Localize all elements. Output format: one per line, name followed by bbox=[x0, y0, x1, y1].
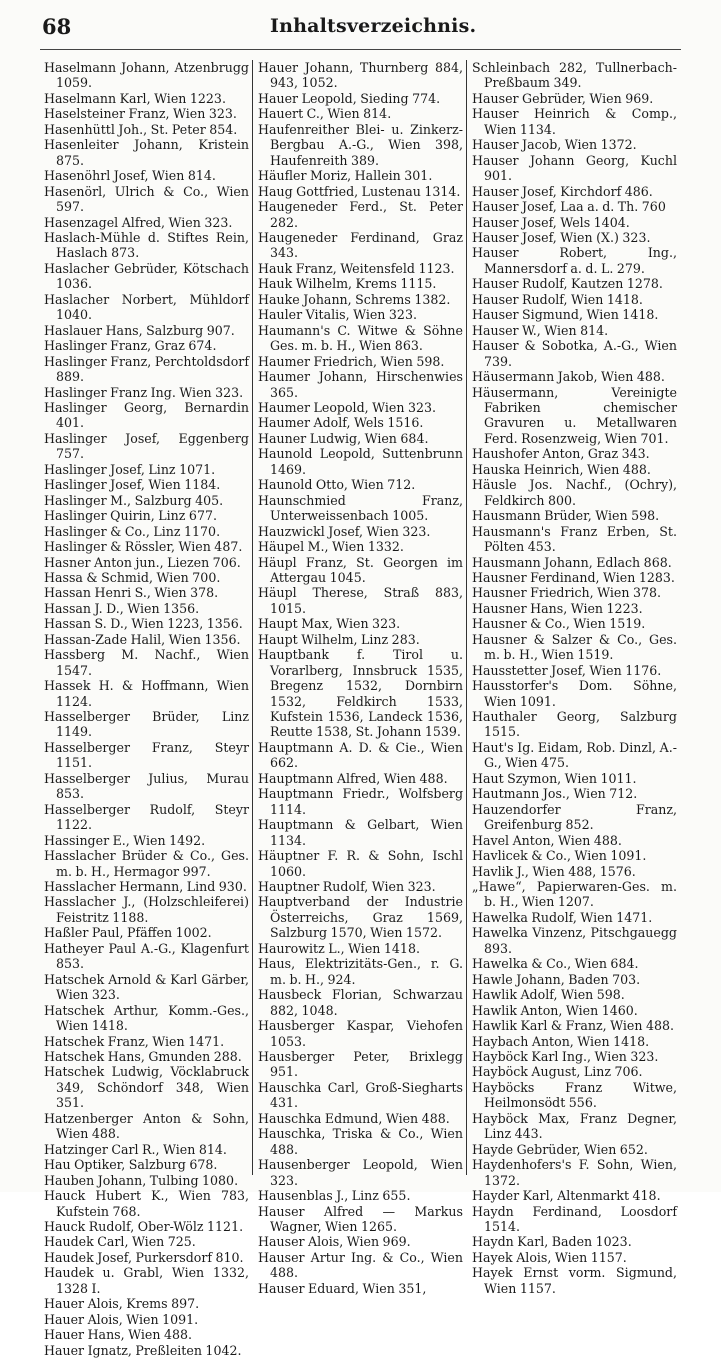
page-title: Inhaltsverzeichnis. bbox=[270, 15, 477, 37]
index-entry: Hauk Wilhelm, Krems 1115. bbox=[258, 276, 437, 292]
index-entry: Hauzendorfer Franz, Greifenburg 852. bbox=[472, 801, 677, 833]
index-entry: Hasslacher J., (Holzschleiferei) Feistritz 1188. bbox=[44, 894, 249, 925]
index-entry: Haslinger Josef, Eggenberg 757. bbox=[44, 430, 249, 462]
index-entry: Hatzinger Carl R., Wien 814. bbox=[44, 1141, 227, 1157]
index-entry: Haudek u. Grabl, Wien 1332, 1328 I. bbox=[44, 1265, 249, 1296]
index-entry: Hasselberger Brüder, Linz 1149. bbox=[44, 709, 249, 740]
index-entry: Hausmann Johann, Edlach 868. bbox=[472, 554, 672, 570]
index-entry: Hawelka & Co., Wien 684. bbox=[472, 956, 639, 972]
index-entry: Haumann's C. Witwe & Söhne Ges. m. b. H., Wien 863. bbox=[258, 322, 463, 354]
index-entry: Haslinger Georg, Bernardin 401. bbox=[44, 399, 249, 431]
index-entry: Hauptmann & Gelbart, Wien 1134. bbox=[258, 817, 463, 848]
index-column-1 bbox=[44, 60, 249, 1358]
index-entry: Hauser Rudolf, Kautzen 1278. bbox=[472, 276, 663, 292]
index-entry: Haslach-Mühle d. Stiftes Rein, Haslach 873. bbox=[44, 229, 249, 261]
index-entry: Hauser Josef, Kirchdorf 486. bbox=[472, 183, 653, 199]
index-entry: Hawlik Karl & Franz, Wien 488. bbox=[472, 1018, 675, 1034]
index-entry: Hauser Rudolf, Wien 1418. bbox=[472, 291, 643, 307]
index-entry: Hatschek Arthur, Komm.-Ges., Wien 1418. bbox=[44, 1002, 249, 1034]
index-entry: Haufenreither Blei- u. Zinkerz-Bergbau A.-G., Wien 398, Haufenreith 389. bbox=[258, 121, 463, 168]
index-entry: Hasslacher Brüder & Co., Ges. m. b. H., Hermagor 997. bbox=[44, 848, 249, 879]
index-entry: Hassek H. & Hoffmann, Wien 1124. bbox=[44, 678, 249, 709]
index-entry: Hauser Alois, Wien 969. bbox=[258, 1234, 411, 1250]
index-entry: Hausner Hans, Wien 1223. bbox=[472, 600, 643, 616]
index-entry: Hatzenberger Anton & Sohn, Wien 488. bbox=[44, 1110, 249, 1142]
index-entry: Hasenleiter Johann, Kristein 875. bbox=[44, 137, 249, 168]
index-entry: Hauser Gebrüder, Wien 969. bbox=[472, 90, 654, 106]
index-entry: Hassan Henri S., Wien 378. bbox=[44, 585, 219, 601]
index-entry: Hauser Josef, Wels 1404. bbox=[472, 214, 630, 230]
index-entry: Haßler Paul, Pfäffen 1002. bbox=[44, 925, 212, 941]
index-entry: Haudek Carl, Wien 725. bbox=[44, 1234, 196, 1250]
index-entry: Hasenörl, Ulrich & Co., Wien 597. bbox=[44, 183, 249, 215]
index-entry: Hauschka, Triska & Co., Wien 488. bbox=[258, 1126, 463, 1157]
index-entry: Haslinger & Co., Linz 1170. bbox=[44, 523, 221, 539]
index-entry: Hausenblas J., Linz 655. bbox=[258, 1188, 411, 1204]
index-entry: Hausner Ferdinand, Wien 1283. bbox=[472, 569, 675, 585]
index-entry: Haug Gottfried, Lustenau 1314. bbox=[258, 183, 461, 199]
index-entry: Hausbeck Florian, Schwarzau 882, 1048. bbox=[258, 987, 463, 1018]
index-entry: Hauer Johann, Thurnberg 884, 943, 1052. bbox=[258, 60, 463, 91]
index-entry: Hauser Alfred — Markus Wagner, Wien 1265. bbox=[258, 1203, 463, 1234]
header-rule bbox=[40, 49, 681, 50]
index-entry: Hayde Gebrüder, Wien 652. bbox=[472, 1141, 648, 1157]
index-entry: Hatschek Arnold & Karl Gärber, Wien 323. bbox=[44, 971, 249, 1003]
index-entry: Hassberg M. Nachf., Wien 1547. bbox=[44, 647, 249, 678]
index-entry: Hawlik Anton, Wien 1460. bbox=[472, 1002, 638, 1018]
page-number: 68 bbox=[42, 14, 72, 39]
index-column-3 bbox=[472, 60, 677, 1296]
index-entry: Hausmann's Franz Erben, St. Pölten 453. bbox=[472, 523, 677, 555]
index-entry: Hauer Alois, Krems 897. bbox=[44, 1296, 200, 1312]
index-entry: Hatschek Hans, Gmunden 288. bbox=[44, 1049, 242, 1064]
index-entry: Hausmann Brüder, Wien 598. bbox=[472, 508, 660, 524]
index-entry: Haselsteiner Franz, Wien 323. bbox=[44, 106, 237, 122]
index-entry: Hauser Artur Ing. & Co., Wien 488. bbox=[258, 1249, 463, 1281]
index-entry: Hauer Hans, Wien 488. bbox=[44, 1327, 193, 1343]
index-entry: Haslinger M., Salzburg 405. bbox=[44, 492, 224, 508]
index-entry: Hasenhüttl Joh., St. Peter 854. bbox=[44, 121, 238, 137]
index-entry: Hauser Jacob, Wien 1372. bbox=[472, 137, 637, 153]
index-entry: Hausberger Peter, Brixlegg 951. bbox=[258, 1049, 463, 1080]
index-entry: Hausenberger Leopold, Wien 323. bbox=[258, 1157, 463, 1188]
index-entry: Hayek Alois, Wien 1157. bbox=[472, 1249, 627, 1265]
index-entry: Hauser & Sobotka, A.-G., Wien 739. bbox=[472, 338, 677, 369]
index-entry: Hasslacher Hermann, Lind 930. bbox=[44, 879, 247, 895]
index-entry: Hauer Alois, Wien 1091. bbox=[44, 1311, 199, 1327]
index-entry: Hatschek Franz, Wien 1471. bbox=[44, 1033, 225, 1049]
index-entry: Haumer Adolf, Wels 1516. bbox=[258, 415, 424, 431]
index-entry: Häusle Jos. Nachf., (Ochry), Feldkirch 800. bbox=[472, 477, 677, 508]
index-entry: Haydn Karl, Baden 1023. bbox=[472, 1234, 632, 1250]
index-entry: Haurowitz L., Wien 1418. bbox=[258, 940, 420, 956]
index-entry: Haslinger Franz Ing. Wien 323. bbox=[44, 384, 244, 400]
index-entry: Haunold Leopold, Suttenbrunn 1469. bbox=[258, 446, 463, 477]
index-entry: Hassinger E., Wien 1492. bbox=[44, 832, 206, 848]
index-entry: Hauska Heinrich, Wien 488. bbox=[472, 461, 651, 477]
index-entry: Hauser W., Wien 814. bbox=[472, 322, 609, 338]
index-entry: Haslinger Quirin, Linz 677. bbox=[44, 508, 217, 524]
index-entry: Hauler Vitalis, Wien 323. bbox=[258, 307, 417, 323]
index-entry: Haslacher Norbert, Mühldorf 1040. bbox=[44, 291, 249, 323]
index-entry: Hauk Franz, Weitensfeld 1123. bbox=[258, 260, 455, 276]
index-entry: Haslacher Gebrüder, Kötschach 1036. bbox=[44, 260, 249, 292]
index-entry: Havlik J., Wien 488, 1576. bbox=[472, 863, 636, 879]
index-entry: „Hawe“, Papierwaren-Ges. m. b. H., Wien 1207. bbox=[472, 879, 677, 910]
index-entry: Hauzwickl Josef, Wien 323. bbox=[258, 523, 431, 539]
index-entry: Häupl Franz, St. Georgen im Attergau 1045. bbox=[258, 554, 463, 585]
index-entry: Hasselberger Julius, Murau 853. bbox=[44, 770, 249, 802]
index-entry: Hauthaler Georg, Salzburg 1515. bbox=[472, 709, 677, 740]
index-entry: Haupt Wilhelm, Linz 283. bbox=[258, 631, 420, 647]
index-entry: Häusermann Jakob, Wien 488. bbox=[472, 369, 665, 385]
index-entry: Hauke Johann, Schrems 1382. bbox=[258, 291, 451, 307]
index-entry: Hasenzagel Alfred, Wien 323. bbox=[44, 214, 233, 230]
index-entry: Hausstorfer's Dom. Söhne, Wien 1091. bbox=[472, 678, 677, 709]
index-entry: Hauert C., Wien 814. bbox=[258, 106, 392, 122]
index-entry: Haslinger Josef, Wien 1184. bbox=[44, 477, 221, 493]
index-entry: Hausberger Kaspar, Viehofen 1053. bbox=[258, 1018, 463, 1049]
index-entry: Haslinger Josef, Linz 1071. bbox=[44, 461, 216, 477]
index-entry: Hassa & Schmid, Wien 700. bbox=[44, 569, 221, 585]
index-entry: Hauptmann Friedr., Wolfsberg 1114. bbox=[258, 786, 463, 817]
index-entry: Hauer Ignatz, Preßleiten 1042. bbox=[44, 1342, 242, 1358]
index-entry: Hauptner Rudolf, Wien 323. bbox=[258, 879, 436, 895]
index-entry: Hausner & Salzer & Co., Ges. m. b. H., Wien 1519. bbox=[472, 631, 677, 663]
index-entry: Hauser Josef, Wien (X.) 323. bbox=[472, 229, 651, 245]
index-entry: Hayder Karl, Altenmarkt 418. bbox=[472, 1188, 661, 1204]
index-entry: Hauser Robert, Ing., Mannersdorf a. d. L. 279. bbox=[472, 245, 677, 276]
index-entry: Häufler Moriz, Hallein 301. bbox=[258, 168, 433, 184]
index-entry: Haydn Ferdinand, Loosdorf 1514. bbox=[472, 1203, 677, 1234]
index-entry: Havlicek & Co., Wien 1091. bbox=[472, 848, 647, 864]
index-entry: Haut Szymon, Wien 1011. bbox=[472, 770, 637, 786]
index-entry: Havel Anton, Wien 488. bbox=[472, 832, 622, 848]
index-entry: Häusermann, Vereinigte Fabriken chemischer Gravuren u. Metallwaren Ferd. Rosenzweig, Wien 701. bbox=[472, 384, 677, 446]
index-entry: Hauptbank f. Tirol u. Vorarlberg, Innsbruck 1535, Bregenz 1532, Dornbirn 1532, Feldkirch 1533, Kufstein 1536, Landeck 1536, Reutte 1538, St. Johann 1539. bbox=[258, 647, 463, 740]
index-entry: Haunschmied Franz, Unterweissenbach 1005. bbox=[258, 492, 463, 524]
index-entry: Hasselberger Rudolf, Steyr 1122. bbox=[44, 801, 249, 833]
index-entry: Haupt Max, Wien 323. bbox=[258, 616, 401, 632]
index-entry: Hayböck Max, Franz Degner, Linz 443. bbox=[472, 1110, 677, 1142]
index-entry: Hautmann Jos., Wien 712. bbox=[472, 786, 638, 802]
page-header bbox=[0, 0, 721, 50]
index-entry: Hauck Rudolf, Ober-Wölz 1121. bbox=[44, 1218, 244, 1234]
index-entry: Hayek Ernst vorm. Sigmund, Wien 1157. bbox=[472, 1265, 677, 1296]
index-column-2 bbox=[258, 60, 463, 1296]
index-entry: Hauser Eduard, Wien 351, bbox=[258, 1280, 427, 1296]
index-entry: Haugeneder Ferd., St. Peter 282. bbox=[258, 199, 463, 230]
index-entry: Hayböck Karl Ing., Wien 323. bbox=[472, 1049, 659, 1064]
index-entry: Hayböcks Franz Witwe, Heilmonsödt 556. bbox=[472, 1079, 677, 1111]
index-entry: Hayböck August, Linz 706. bbox=[472, 1064, 643, 1080]
index-entry: Haumer Friedrich, Wien 598. bbox=[258, 353, 445, 369]
index-entry: Häupl Therese, Straß 883, 1015. bbox=[258, 585, 463, 616]
index-entry: Hawle Johann, Baden 703. bbox=[472, 971, 641, 987]
index-entry: Haybach Anton, Wien 1418. bbox=[472, 1033, 650, 1049]
index-entry: Schleinbach 282, Tullnerbach-Preßbaum 349. bbox=[472, 60, 677, 91]
index-entry: Hauser Johann Georg, Kuchl 901. bbox=[472, 152, 677, 184]
index-entry: Haus, Elektrizitäts-Gen., r. G. m. b. H., 924. bbox=[258, 956, 463, 987]
index-entry: Haselmann Johann, Atzenbrugg 1059. bbox=[44, 60, 249, 91]
index-entry: Haslinger & Rössler, Wien 487. bbox=[44, 539, 243, 555]
index-entry: Hauptmann A. D. & Cie., Wien 662. bbox=[258, 739, 463, 771]
index-entry: Hauser Sigmund, Wien 1418. bbox=[472, 307, 659, 323]
index-entry: Hauser Heinrich & Comp., Wien 1134. bbox=[472, 106, 677, 137]
index-entry: Haydenhofers's F. Sohn, Wien, 1372. bbox=[472, 1157, 677, 1188]
index-entry: Haumer Leopold, Wien 323. bbox=[258, 399, 437, 415]
index-entry: Hauner Ludwig, Wien 684. bbox=[258, 430, 429, 446]
index-entry: Haunold Otto, Wien 712. bbox=[258, 477, 416, 493]
index-entry: Hawlik Adolf, Wien 598. bbox=[472, 987, 625, 1003]
index-entry: Hauben Johann, Tulbing 1080. bbox=[44, 1172, 239, 1188]
index-entry: Hau Optiker, Salzburg 678. bbox=[44, 1157, 218, 1173]
index-entry: Haselmann Karl, Wien 1223. bbox=[44, 90, 226, 106]
index-entry: Hawelka Vinzenz, Pitschgauegg 893. bbox=[472, 925, 677, 956]
index-entry: Hasselberger Franz, Steyr 1151. bbox=[44, 739, 249, 771]
index-entry: Häuptner F. R. & Sohn, Ischl 1060. bbox=[258, 848, 463, 879]
index-entry: Hawelka Rudolf, Wien 1471. bbox=[472, 909, 653, 925]
column-divider bbox=[252, 60, 253, 1175]
index-entry: Hauser Josef, Laa a. d. Th. 760 bbox=[472, 199, 666, 215]
index-entry: Haumer Johann, Hirschenwies 365. bbox=[258, 369, 463, 400]
index-entry: Hatheyer Paul A.-G., Klagenfurt 853. bbox=[44, 940, 249, 972]
index-entry: Haushofer Anton, Graz 343. bbox=[472, 446, 650, 462]
index-entry: Hausner Friedrich, Wien 378. bbox=[472, 585, 662, 601]
index-entry: Haslinger Franz, Perchtoldsdorf 889. bbox=[44, 353, 249, 385]
index-entry: Haslauer Hans, Salzburg 907. bbox=[44, 322, 235, 338]
index-entry: Hatschek Ludwig, Vöcklabruck 349, Schöndorf 348, Wien 351. bbox=[44, 1064, 249, 1111]
index-entry: Häupel M., Wien 1332. bbox=[258, 539, 404, 555]
index-entry: Hauschka Edmund, Wien 488. bbox=[258, 1110, 450, 1126]
index-entry: Hassan S. D., Wien 1223, 1356. bbox=[44, 616, 243, 632]
index-entry: Hauer Leopold, Sieding 774. bbox=[258, 90, 441, 106]
index-entry: Hasner Anton jun., Liezen 706. bbox=[44, 554, 241, 570]
index-entry: Haugeneder Ferdinand, Graz 343. bbox=[258, 229, 463, 261]
index-entry: Hausner & Co., Wien 1519. bbox=[472, 616, 646, 632]
index-entry: Hauptverband der Industrie Österreichs, Graz 1569, Salzburg 1570, Wien 1572. bbox=[258, 894, 463, 941]
index-entry: Hauck Hubert K., Wien 783, Kufstein 768. bbox=[44, 1188, 249, 1219]
index-entry: Hassan J. D., Wien 1356. bbox=[44, 600, 200, 616]
index-entry: Haudek Josef, Purkersdorf 810. bbox=[44, 1249, 244, 1265]
column-divider bbox=[466, 60, 467, 1175]
index-entry: Hausstetter Josef, Wien 1176. bbox=[472, 662, 662, 678]
index-entry: Hassan-Zade Halil, Wien 1356. bbox=[44, 631, 241, 647]
index-entry: Hauptmann Alfred, Wien 488. bbox=[258, 770, 448, 786]
index-entry: Haut's Ig. Eidam, Rob. Dinzl, A.-G., Wien 475. bbox=[472, 739, 677, 771]
index-entry: Haslinger Franz, Graz 674. bbox=[44, 338, 217, 354]
index-entry: Hauschka Carl, Groß-Siegharts 431. bbox=[258, 1079, 463, 1111]
index-entry: Hasenöhrl Josef, Wien 814. bbox=[44, 168, 216, 184]
